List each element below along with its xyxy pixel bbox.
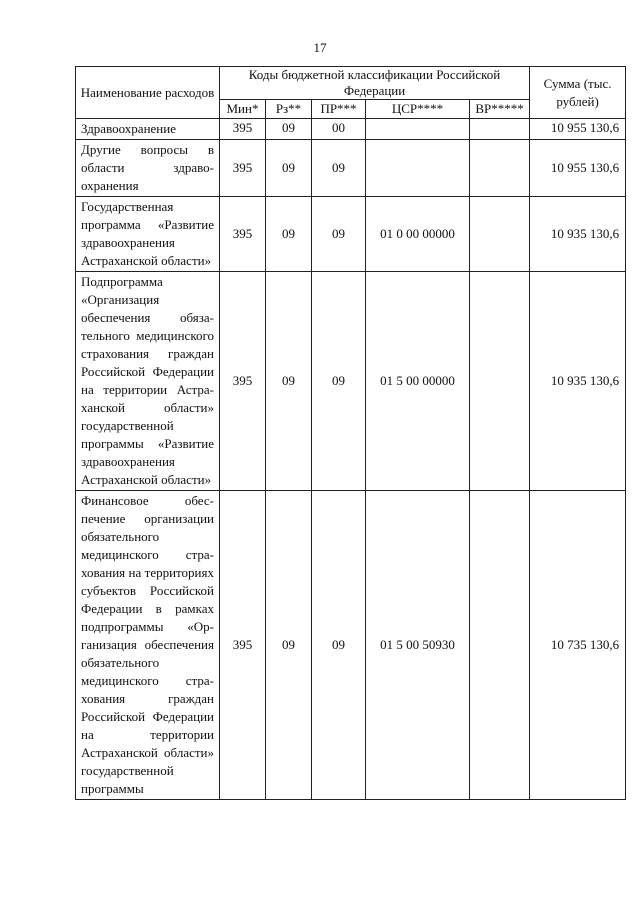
table-header — [76, 67, 626, 119]
header-codes-group: Коды бюджетной классификации Российской Федерации — [220, 67, 530, 100]
row-sum: 10 935 130,6 — [530, 272, 626, 491]
table-row — [76, 491, 626, 800]
row-rz: 09 — [266, 491, 312, 800]
row-min: 395 — [220, 272, 266, 491]
row-name: Финансовое обеспечение организации обязательного медицинского страхования на территориях субъектов Российской Федерации в рамках подпрограммы «Организация обеспечения обязательного медицинского страхования граждан Российской Федерации на территории Астраханской области» государственной программы — [76, 491, 220, 800]
header-min: Мин* — [220, 100, 266, 119]
table-row — [76, 140, 626, 197]
row-csr: 01 5 00 50930 — [366, 491, 470, 800]
row-rz: 09 — [266, 119, 312, 140]
row-rz: 09 — [266, 197, 312, 272]
row-rz: 09 — [266, 272, 312, 491]
row-name: Другие вопросы в области здравоохранения — [76, 140, 220, 197]
table-row — [76, 197, 626, 272]
row-pr: 00 — [312, 119, 366, 140]
row-sum: 10 955 130,6 — [530, 119, 626, 140]
row-vr — [470, 197, 530, 272]
header-csr: ЦСР**** — [366, 100, 470, 119]
row-vr — [470, 119, 530, 140]
row-pr: 09 — [312, 140, 366, 197]
table-row — [76, 119, 626, 140]
row-csr: 01 0 00 00000 — [366, 197, 470, 272]
row-sum: 10 955 130,6 — [530, 140, 626, 197]
header-name: Наименование расходов — [76, 67, 220, 119]
row-vr — [470, 272, 530, 491]
row-pr: 09 — [312, 491, 366, 800]
row-min: 395 — [220, 119, 266, 140]
table-row — [76, 272, 626, 491]
row-pr: 09 — [312, 197, 366, 272]
row-name: Государственная программа «Развитие здравоохранения Астраханской области» — [76, 197, 220, 272]
row-min: 395 — [220, 197, 266, 272]
row-sum: 10 935 130,6 — [530, 197, 626, 272]
header-sum: Сумма (тыс. рублей) — [530, 67, 626, 119]
row-min: 395 — [220, 140, 266, 197]
row-csr: 01 5 00 00000 — [366, 272, 470, 491]
header-rz: Рз** — [266, 100, 312, 119]
row-sum: 10 735 130,6 — [530, 491, 626, 800]
row-csr — [366, 119, 470, 140]
row-vr — [470, 140, 530, 197]
row-vr — [470, 491, 530, 800]
row-name: Подпрограмма «Организация обеспечения обязательного медицинского страхования граждан Российской Федерации на территории Астраханской области» государственной программы «Развитие здравоохранения Астраханской области» — [76, 272, 220, 491]
row-name: Здравоохранение — [76, 119, 220, 140]
page-number: 17 — [313, 40, 327, 55]
header-pr: ПР*** — [312, 100, 366, 119]
budget-table — [75, 66, 626, 800]
row-pr: 09 — [312, 272, 366, 491]
header-vr: ВР***** — [470, 100, 530, 119]
row-min: 395 — [220, 491, 266, 800]
row-rz: 09 — [266, 140, 312, 197]
row-csr — [366, 140, 470, 197]
